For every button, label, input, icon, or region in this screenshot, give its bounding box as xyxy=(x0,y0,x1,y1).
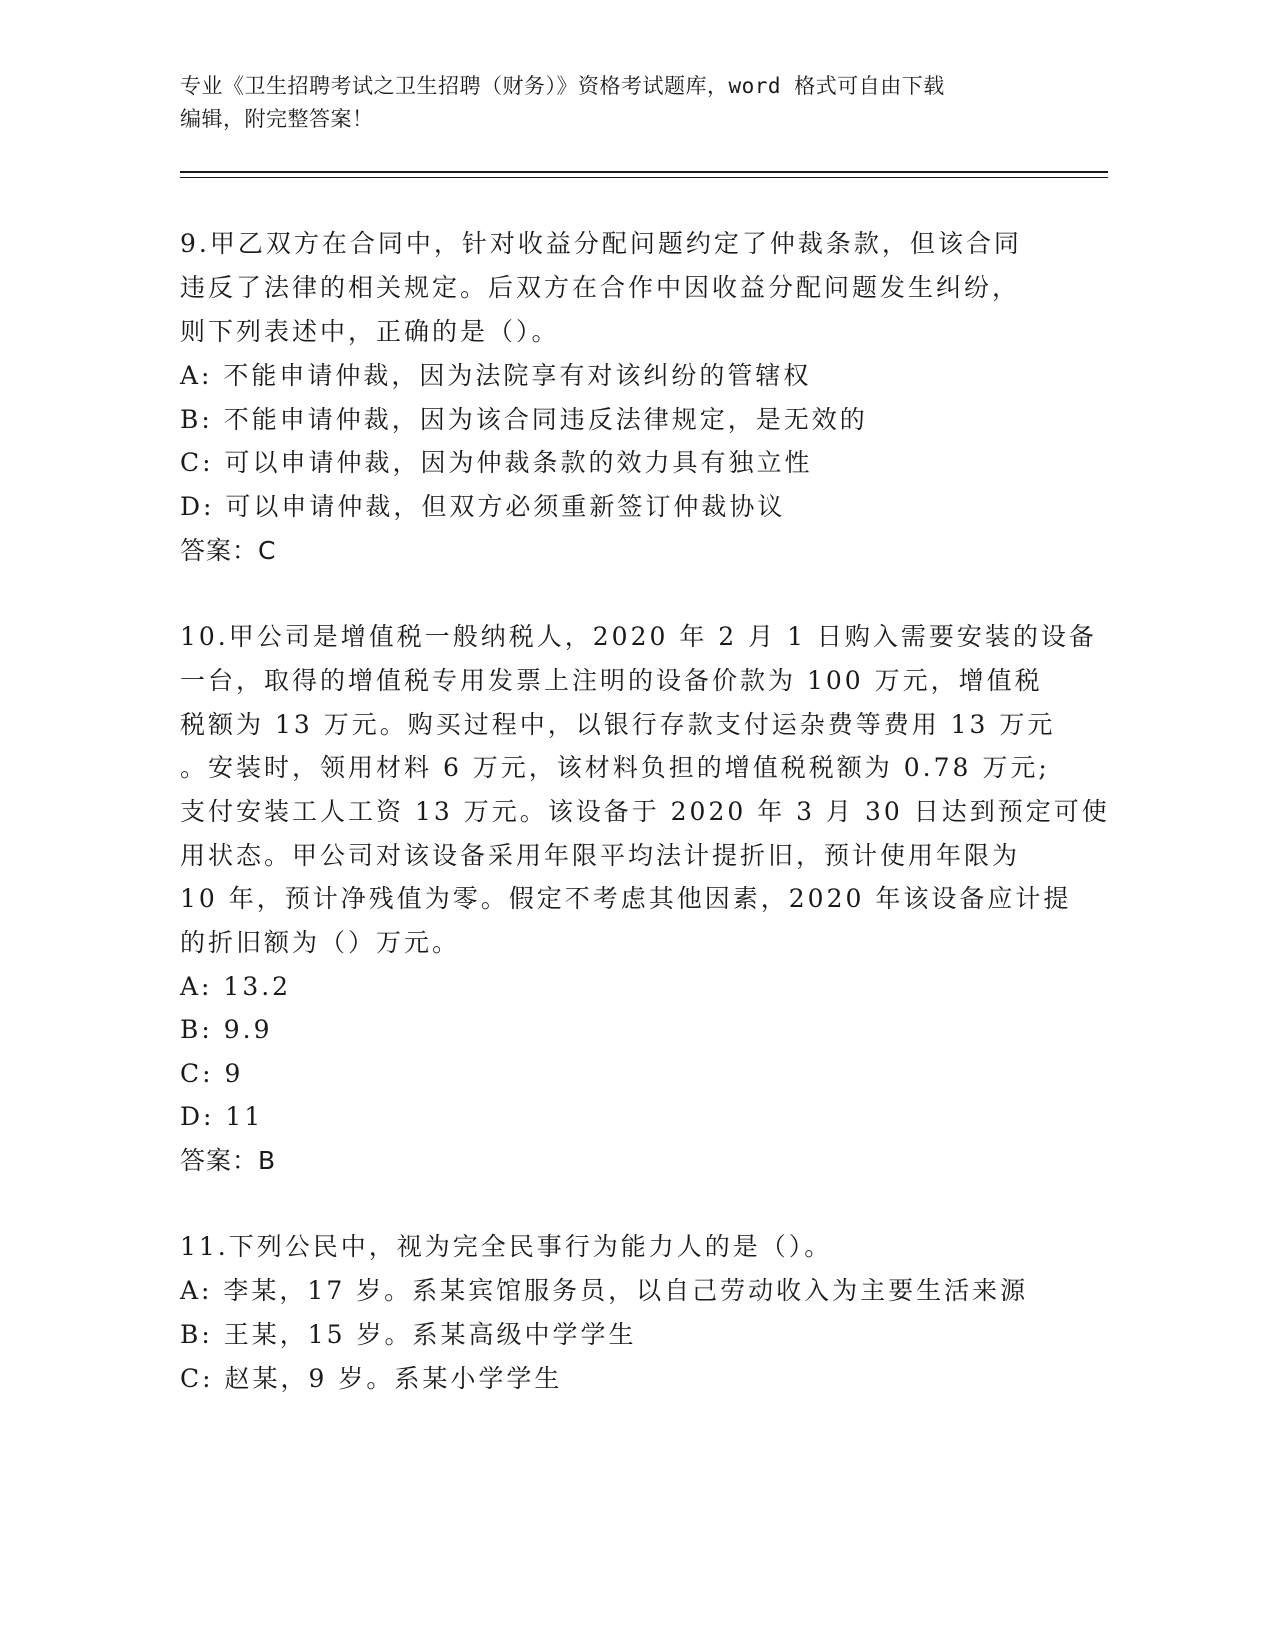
question-10-stem-line-8: 的折旧额为（）万元。 xyxy=(180,928,461,957)
question-10-option-c: C: 9 xyxy=(180,1059,244,1088)
question-11-option-c: C: 赵某，9 岁。系某小学学生 xyxy=(180,1364,563,1393)
question-10-option-b: B: 9.9 xyxy=(180,1015,273,1044)
question-10-stem-line-3: 税额为 13 万元。购买过程中，以银行存款支付运杂费等费用 13 万元 xyxy=(180,710,1056,739)
header-line-2: 编辑，附完整答案！ xyxy=(180,107,374,131)
question-9-stem-line-3: 则下列表述中，正确的是（）。 xyxy=(180,317,560,346)
question-9-option-a: A: 不能申请仲裁，因为法院享有对该纠纷的管辖权 xyxy=(180,361,812,390)
question-9-stem-line-1: 9.甲乙双方在合同中，针对收益分配问题约定了仲裁条款，但该合同 xyxy=(180,229,1022,258)
question-9-stem-line-2: 违反了法律的相关规定。后双方在合作中因收益分配问题发生纠纷， xyxy=(180,273,1021,302)
question-11-option-a: A: 李某，17 岁。系某宾馆服务员，以自己劳动收入为主要生活来源 xyxy=(180,1276,1029,1305)
question-9-option-b: B: 不能申请仲裁，因为该合同违反法律规定，是无效的 xyxy=(180,405,868,434)
question-list xyxy=(180,0,1110,1650)
question-10-stem-line-1: 10.甲公司是增值税一般纳税人，2020 年 2 月 1 日购入需要安装的设备 xyxy=(180,622,1097,651)
question-11-stem-line-1: 11.下列公民中，视为完全民事行为能力人的是（）。 xyxy=(180,1232,833,1261)
header-line-1: 专业《卫生招聘考试之卫生招聘（财务）》资格考试题库，word 格式可自由下载 xyxy=(180,74,945,98)
question-10-answer: 答案：B xyxy=(180,1146,277,1175)
question-10-option-a: A: 13.2 xyxy=(180,972,292,1001)
question-9-answer: 答案：C xyxy=(180,536,277,565)
question-10-stem-line-4: 。安装时，领用材料 6 万元，该材料负担的增值税税额为 0.78 万元; xyxy=(180,753,1050,782)
question-10-stem-line-6: 用状态。甲公司对该设备采用年限平均法计提折旧，预计使用年限为 xyxy=(180,841,1021,870)
question-10-stem-line-2: 一台，取得的增值税专用发票上注明的设备价款为 100 万元，增值税 xyxy=(180,666,1043,695)
question-9-option-d: D: 可以申请仲裁，但双方必须重新签订仲裁协议 xyxy=(180,492,786,521)
question-10-stem-line-5: 支付安装工人工资 13 万元。该设备于 2020 年 3 月 30 日达到预定可使 xyxy=(180,797,1110,826)
question-9-option-c: C: 可以申请仲裁，因为仲裁条款的效力具有独立性 xyxy=(180,448,813,477)
question-10-stem-line-7: 10 年，预计净残值为零。假定不考虑其他因素，2020 年该设备应计提 xyxy=(180,884,1072,913)
question-10-option-d: D: 11 xyxy=(180,1102,264,1131)
question-11-option-b: B: 王某，15 岁。系某高级中学学生 xyxy=(180,1320,637,1349)
